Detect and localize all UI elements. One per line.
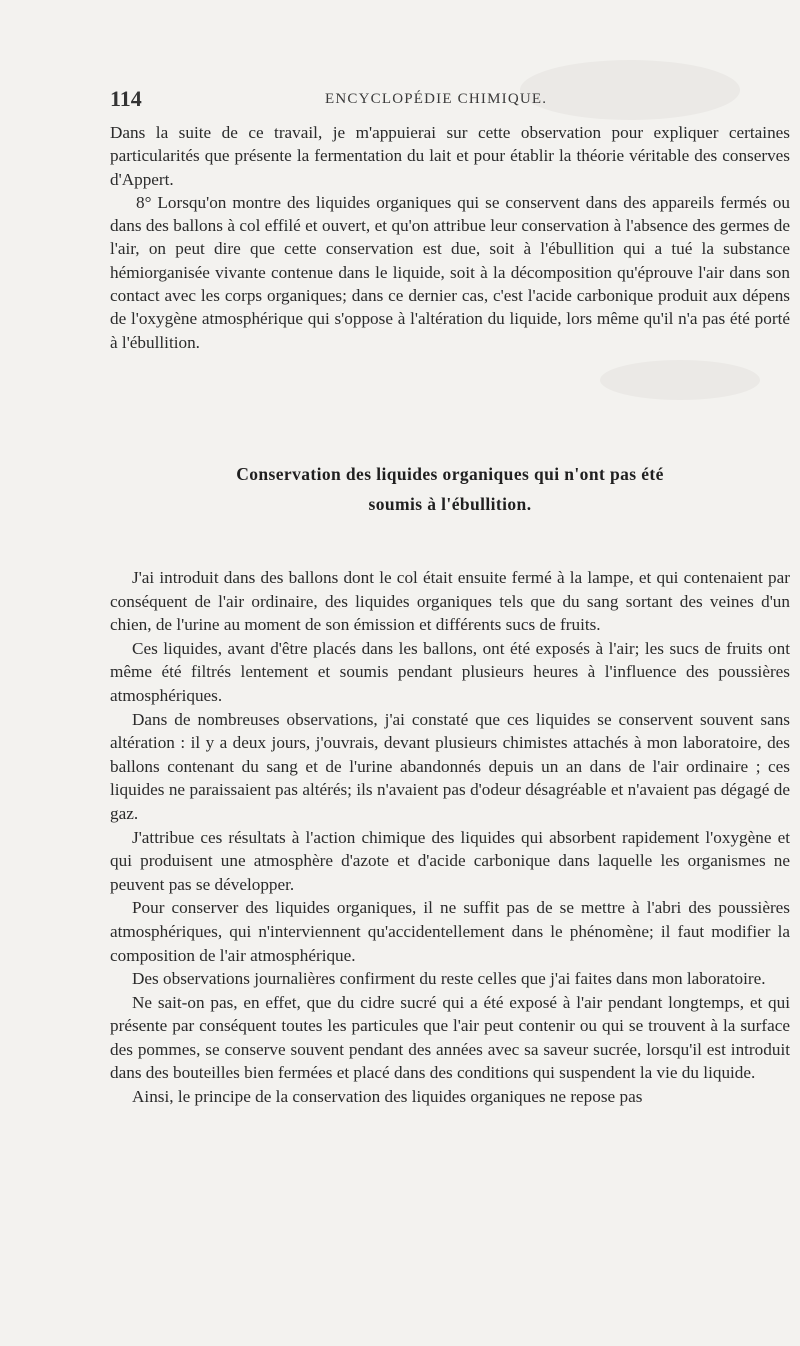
running-title: ENCYCLOPÉDIE CHIMIQUE. <box>325 91 548 107</box>
paragraph: 8° Lorsqu'on montre des liquides organiques qui se conservent dans des appareils fermés ou dans des ballons à col effilé et ouvert, et qu'on attribue leur conservation à l'absence des germes de l'air, on peut dire que cette conservation est due, soit à l'ébullition qui a tué la substance hémiorganisée vivante contenue dans le liquide, soit à la décomposition qu'éprouve l'air dans son contact avec les corps organiques; dans ce dernier cas, c'est l'acide carbonique produit aux dépens de l'oxygène atmosphérique qui s'oppose à l'altération du liquide, lors même qu'il n'a pas été porté à l'ébullition. <box>110 192 790 352</box>
paragraph: Dans la suite de ce travail, je m'appuierai sur cette observation pour expliquer certaines particularités que présente la fermentation du lait et pour établir la théorie véritable des conserves d'Appert. <box>110 123 790 189</box>
paragraph: Dans de nombreuses observations, j'ai constaté que ces liquides se conservent souvent sans altération : il y a deux jours, j'ouvrais, devant plusieurs chimistes attachés à mon laboratoire, des ballons contenant du sang et de l'urine abandonnés depuis un an dans de l'air ordinaire ; ces liquides ne paraissaient pas altérés; ils n'avaient pas d'odeur désagréable et n'avaient pas dégagé de gaz. <box>110 709 790 823</box>
paragraph: Des observations journalières confirment du reste celles que j'ai faites dans mon laboratoire. <box>132 969 766 989</box>
paragraph: J'attribue ces résultats à l'action chimique des liquides qui absorbent rapidement l'oxygène et qui produisent une atmosphère d'azote et d'acide carbonique dans laquelle les organismes ne peuvent pas se développer. <box>110 827 790 894</box>
paragraph: Ainsi, le principe de la conservation des liquides organiques ne repose pas <box>132 1087 643 1107</box>
paragraph: Pour conserver des liquides organiques, il ne suffit pas de se mettre à l'abri des poussières atmosphériques, qui n'interviennent qu'accidentellement dans le phénomène; il faut modifier la composition de l'air atmosphérique. <box>110 898 790 965</box>
paragraph: J'ai introduit dans des ballons dont le col était ensuite fermé à la lampe, et qui contenaient par conséquent de l'air ordinaire, des liquides organiques tels que du sang sortant des veines d'un chien, de l'urine au moment de son émission et différents sucs de fruits. <box>110 568 790 635</box>
intro-text <box>110 121 790 354</box>
page-number: 114 <box>110 86 142 111</box>
running-head <box>110 86 790 116</box>
section-text <box>110 566 790 1109</box>
paragraph: Ne sait-on pas, en effet, que du cidre sucré qui a été exposé à l'air pendant longtemps, et qui présente par conséquent toutes les particules que l'air peut contenir ou qui se trouvent à la surface des pommes, se conserve souvent pendant des années avec sa saveur sucrée, lorsqu'il est introduit dans des bouteilles bien fermées et placé dans des conditions qui suspendent la vie du liquide. <box>110 992 790 1083</box>
paper-stain <box>600 360 760 400</box>
section-heading-line-1: Conservation des liquides organiques qui n'ont pas été <box>236 464 664 484</box>
paragraph: Ces liquides, avant d'être placés dans les ballons, ont été exposés à l'air; les sucs de fruits ont même été filtrés lentement et soumis pendant plusieurs heures à l'influence des poussières atmosphériques. <box>110 638 790 705</box>
section-heading-line-2: soumis à l'ébullition. <box>368 494 532 514</box>
section-heading <box>110 459 790 519</box>
